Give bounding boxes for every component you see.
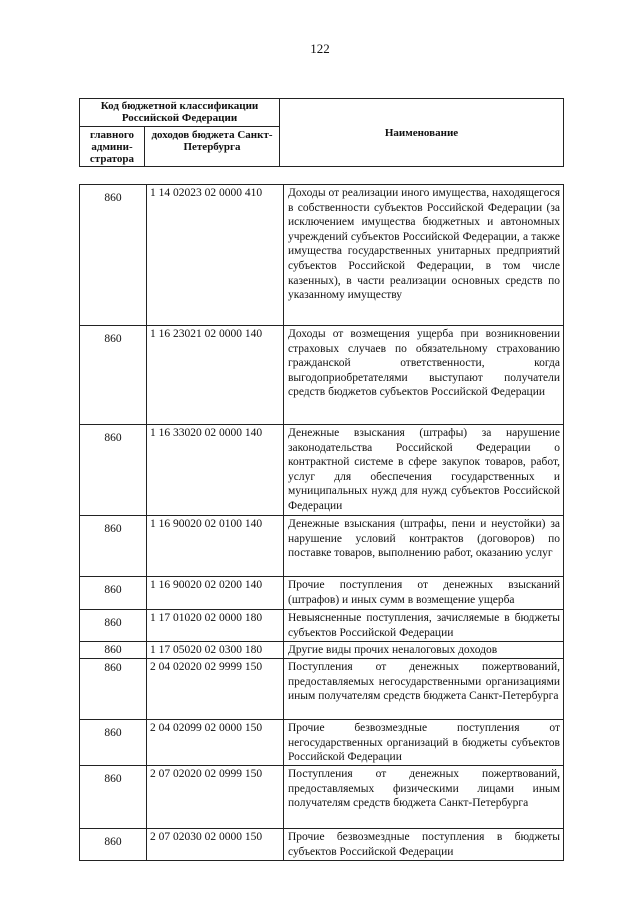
income-code-cell: 2 04 02099 02 0000 150 <box>147 720 284 766</box>
name-column-header: Наименование <box>280 99 564 167</box>
table-row <box>80 659 564 720</box>
income-code-cell: 1 17 05020 02 0300 180 <box>147 642 284 659</box>
table-row <box>80 577 564 610</box>
admin-code-cell: 860 <box>80 185 147 326</box>
admin-code-cell: 860 <box>80 610 147 642</box>
table-row <box>80 829 564 861</box>
income-code-cell: 1 16 33020 02 0000 140 <box>147 425 284 516</box>
admin-code-cell: 860 <box>80 425 147 516</box>
table-header <box>79 98 564 167</box>
income-name-cell: Поступления от денежных пожертвований, предоставляемых физическими лицами иным получателям средств бюджета Санкт-Петербурга <box>284 766 564 829</box>
income-name-cell: Поступления от денежных пожертвований, предоставляемых негосударственными организациями иным получателям средств бюджета Санкт-Петербурга <box>284 659 564 720</box>
income-name-cell: Доходы от реализации иного имущества, находящегося в собственности субъектов Российской Федерации (за исключением имущества бюджетных и автономных учреждений субъектов Российской Федерации, а также имущества государственных унитарных предприятий субъектов Российской Федерации, в том числе казенных), в части реализации основных средств по указанному имуществу <box>284 185 564 326</box>
admin-code-cell: 860 <box>80 829 147 861</box>
table-row <box>80 720 564 766</box>
admin-code-cell: 860 <box>80 326 147 425</box>
income-code-cell: 1 14 02023 02 0000 410 <box>147 185 284 326</box>
admin-column-header: главного админи-стратора <box>80 127 145 167</box>
table-row <box>80 516 564 577</box>
income-code-cell: 2 07 02020 02 0999 150 <box>147 766 284 829</box>
admin-code-cell: 860 <box>80 642 147 659</box>
income-code-cell: 1 16 90020 02 0200 140 <box>147 577 284 610</box>
table-row <box>80 185 564 326</box>
table-row <box>80 326 564 425</box>
admin-code-cell: 860 <box>80 659 147 720</box>
income-name-cell: Денежные взыскания (штрафы) за нарушение законодательства Российской Федерации о контрактной системе в сфере закупок товаров, работ, услуг для обеспечения государственных и муниципальных нужд для нужд субъектов Российской Федерации <box>284 425 564 516</box>
income-code-cell: 1 16 23021 02 0000 140 <box>147 326 284 425</box>
income-code-cell: 1 16 90020 02 0100 140 <box>147 516 284 577</box>
budget-classification-code-header: Код бюджетной классификации Российской Федерации <box>80 99 280 127</box>
table-row <box>80 610 564 642</box>
income-name-cell: Прочие безвозмездные поступления от негосударственных организаций в бюджеты субъектов Российской Федерации <box>284 720 564 766</box>
table-row <box>80 425 564 516</box>
income-code-cell: 1 17 01020 02 0000 180 <box>147 610 284 642</box>
income-name-cell: Прочие поступления от денежных взысканий (штрафов) и иных сумм в возмещение ущерба <box>284 577 564 610</box>
income-name-cell: Другие виды прочих неналоговых доходов <box>284 642 564 659</box>
income-code-cell: 2 07 02030 02 0000 150 <box>147 829 284 861</box>
income-name-cell: Денежные взыскания (штрафы, пени и неустойки) за нарушение условий контрактов (договоров) по поставке товаров, выполнению работ, оказанию услуг <box>284 516 564 577</box>
income-name-cell: Доходы от возмещения ущерба при возникновении страховых случаев по обязательному страхованию гражданской ответственности, когда выгодоприобретателями выступают получатели средств бюджетов субъектов Российской Федерации <box>284 326 564 425</box>
admin-code-cell: 860 <box>80 720 147 766</box>
table-row <box>80 766 564 829</box>
admin-code-cell: 860 <box>80 766 147 829</box>
revenue-table <box>79 184 564 861</box>
income-column-header: доходов бюджета Санкт-Петербурга <box>145 127 280 167</box>
admin-code-cell: 860 <box>80 516 147 577</box>
income-name-cell: Невыясненные поступления, зачисляемые в бюджеты субъектов Российской Федерации <box>284 610 564 642</box>
admin-code-cell: 860 <box>80 577 147 610</box>
page-number: 122 <box>310 41 330 56</box>
table-row <box>80 642 564 659</box>
income-code-cell: 2 04 02020 02 9999 150 <box>147 659 284 720</box>
income-name-cell: Прочие безвозмездные поступления в бюджеты субъектов Российской Федерации <box>284 829 564 861</box>
